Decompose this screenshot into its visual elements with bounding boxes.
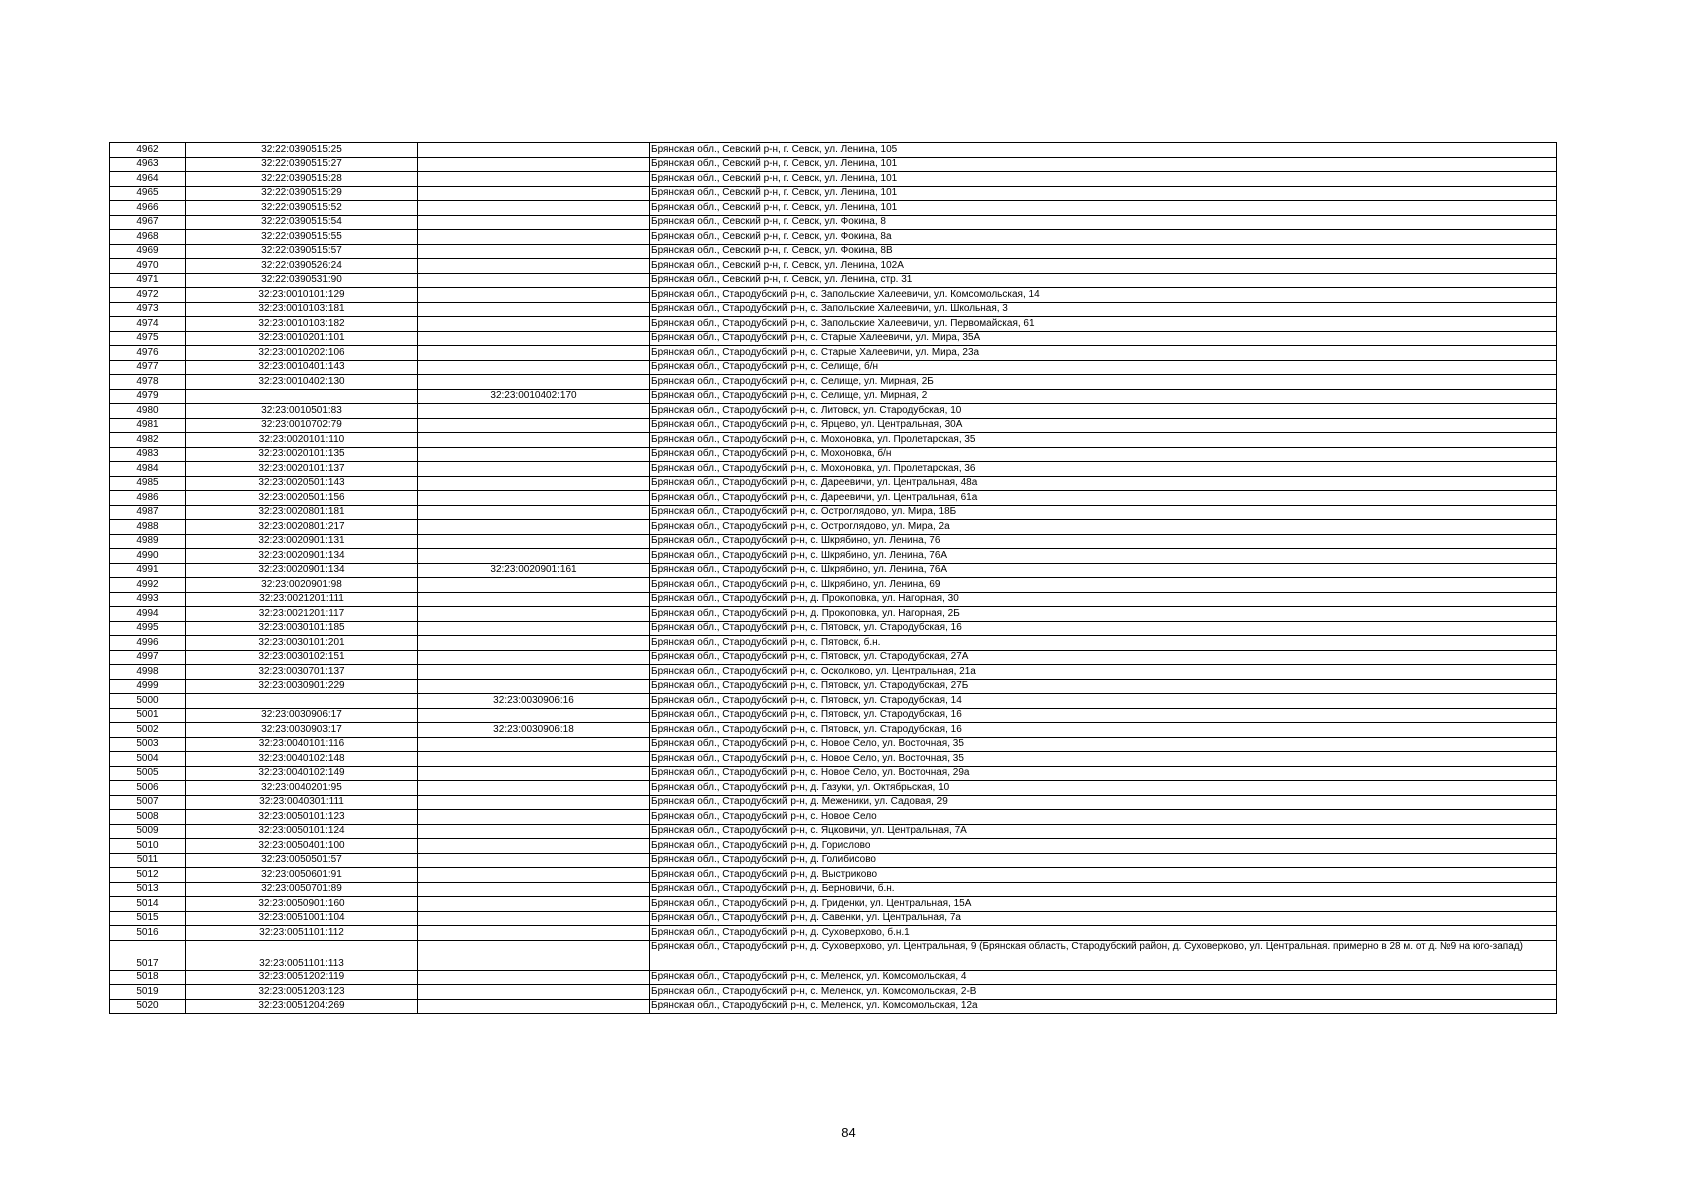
- cadastral-number-cell: 32:23:0030903:17: [186, 723, 418, 738]
- related-cadastral-number-cell: [418, 911, 650, 926]
- row-number-cell: 5005: [110, 766, 186, 781]
- row-number-cell: 5020: [110, 999, 186, 1014]
- cadastral-number-cell: 32:22:0390515:57: [186, 244, 418, 259]
- address-cell: Брянская обл., Севский р-н, г. Севск, ул. Ленина, стр. 31: [650, 273, 1557, 288]
- table-row: [110, 505, 1557, 520]
- table-row: [110, 882, 1557, 897]
- cadastral-number-cell: 32:23:0010501:83: [186, 404, 418, 419]
- row-number-cell: 4977: [110, 360, 186, 375]
- row-number-cell: 4987: [110, 505, 186, 520]
- related-cadastral-number-cell: 32:23:0020901:161: [418, 563, 650, 578]
- row-number-cell: 4978: [110, 375, 186, 390]
- row-number-cell: 4989: [110, 534, 186, 549]
- cadastral-number-cell: 32:23:0040201:95: [186, 781, 418, 796]
- row-number-cell: 4988: [110, 520, 186, 535]
- related-cadastral-number-cell: [418, 273, 650, 288]
- cadastral-number-cell: [186, 694, 418, 709]
- row-number-cell: 4997: [110, 650, 186, 665]
- related-cadastral-number-cell: [418, 636, 650, 651]
- row-number-cell: 4976: [110, 346, 186, 361]
- address-cell: Брянская обл., Стародубский р-н, д. Газуки, ул. Октябрьская, 10: [650, 781, 1557, 796]
- address-cell: Брянская обл., Стародубский р-н, с. Запольские Халеевичи, ул. Первомайская, 61: [650, 317, 1557, 332]
- related-cadastral-number-cell: [418, 172, 650, 187]
- related-cadastral-number-cell: [418, 824, 650, 839]
- cadastral-number-cell: 32:23:0030901:229: [186, 679, 418, 694]
- related-cadastral-number-cell: [418, 737, 650, 752]
- cadastral-number-cell: 32:23:0050401:100: [186, 839, 418, 854]
- related-cadastral-number-cell: [418, 302, 650, 317]
- cadastral-number-cell: 32:22:0390515:55: [186, 230, 418, 245]
- related-cadastral-number-cell: [418, 810, 650, 825]
- cadastral-number-cell: 32:23:0050101:124: [186, 824, 418, 839]
- row-number-cell: 4966: [110, 201, 186, 216]
- related-cadastral-number-cell: [418, 795, 650, 810]
- cadastral-number-cell: 32:23:0010201:101: [186, 331, 418, 346]
- address-cell: Брянская обл., Стародубский р-н, д. Голибисово: [650, 853, 1557, 868]
- row-number-cell: 4965: [110, 186, 186, 201]
- table-row: [110, 970, 1557, 985]
- address-cell: Брянская обл., Стародубский р-н, с. Пятовск, б.н.: [650, 636, 1557, 651]
- cadastral-number-cell: 32:23:0051001:104: [186, 911, 418, 926]
- related-cadastral-number-cell: [418, 186, 650, 201]
- address-cell: Брянская обл., Севский р-н, г. Севск, ул. Ленина, 105: [650, 143, 1557, 158]
- table-row: [110, 592, 1557, 607]
- row-number-cell: 5014: [110, 897, 186, 912]
- cadastral-number-cell: 32:23:0020101:135: [186, 447, 418, 462]
- cadastral-number-cell: 32:22:0390526:24: [186, 259, 418, 274]
- related-cadastral-number-cell: 32:23:0030906:18: [418, 723, 650, 738]
- row-number-cell: 5017: [110, 940, 186, 970]
- table-row: [110, 244, 1557, 259]
- row-number-cell: 5001: [110, 708, 186, 723]
- related-cadastral-number-cell: [418, 607, 650, 622]
- cadastral-number-cell: 32:22:0390531:90: [186, 273, 418, 288]
- cadastral-number-cell: 32:23:0030102:151: [186, 650, 418, 665]
- row-number-cell: 5003: [110, 737, 186, 752]
- address-cell: Брянская обл., Стародубский р-н, д. Прокоповка, ул. Нагорная, 30: [650, 592, 1557, 607]
- table-row: [110, 985, 1557, 1000]
- address-cell: Брянская обл., Стародубский р-н, с. Яцковичи, ул. Центральная, 7А: [650, 824, 1557, 839]
- related-cadastral-number-cell: [418, 346, 650, 361]
- address-cell: Брянская обл., Севский р-н, г. Севск, ул. Фокина, 8: [650, 215, 1557, 230]
- row-number-cell: 4995: [110, 621, 186, 636]
- cadastral-number-cell: 32:23:0020801:181: [186, 505, 418, 520]
- row-number-cell: 4986: [110, 491, 186, 506]
- address-cell: Брянская обл., Севский р-н, г. Севск, ул. Фокина, 8В: [650, 244, 1557, 259]
- cadastral-number-cell: 32:23:0010103:181: [186, 302, 418, 317]
- related-cadastral-number-cell: [418, 940, 650, 970]
- cadastral-number-cell: 32:23:0050701:89: [186, 882, 418, 897]
- related-cadastral-number-cell: [418, 650, 650, 665]
- table-row: [110, 853, 1557, 868]
- address-cell: Брянская обл., Стародубский р-н, с. Селище, ул. Мирная, 2Б: [650, 375, 1557, 390]
- row-number-cell: 5008: [110, 810, 186, 825]
- table-row: [110, 476, 1557, 491]
- table-row: [110, 940, 1557, 970]
- related-cadastral-number-cell: [418, 882, 650, 897]
- cadastral-number-cell: 32:23:0051202:119: [186, 970, 418, 985]
- cadastral-number-cell: 32:23:0020901:98: [186, 578, 418, 593]
- related-cadastral-number-cell: [418, 259, 650, 274]
- table-row: [110, 259, 1557, 274]
- related-cadastral-number-cell: [418, 491, 650, 506]
- address-cell: Брянская обл., Стародубский р-н, с. Шкрябино, ул. Ленина, 69: [650, 578, 1557, 593]
- cadastral-number-cell: 32:23:0051203:123: [186, 985, 418, 1000]
- cadastral-number-cell: 32:23:0020101:110: [186, 433, 418, 448]
- address-cell: Брянская обл., Стародубский р-н, с. Пятовск, ул. Стародубская, 16: [650, 723, 1557, 738]
- row-number-cell: 4992: [110, 578, 186, 593]
- table-row: [110, 868, 1557, 883]
- row-number-cell: 4972: [110, 288, 186, 303]
- row-number-cell: 5012: [110, 868, 186, 883]
- related-cadastral-number-cell: [418, 766, 650, 781]
- cadastral-number-cell: 32:23:0030101:201: [186, 636, 418, 651]
- table-row: [110, 447, 1557, 462]
- address-cell: Брянская обл., Стародубский р-н, с. Старые Халеевичи, ул. Мира, 35А: [650, 331, 1557, 346]
- cadastral-number-cell: 32:23:0010103:182: [186, 317, 418, 332]
- table-row: [110, 273, 1557, 288]
- related-cadastral-number-cell: [418, 665, 650, 680]
- cadastral-number-cell: 32:23:0020501:156: [186, 491, 418, 506]
- row-number-cell: 5007: [110, 795, 186, 810]
- table-row: [110, 679, 1557, 694]
- cadastral-number-cell: 32:23:0010401:143: [186, 360, 418, 375]
- address-cell: Брянская обл., Стародубский р-н, д. Горислово: [650, 839, 1557, 854]
- cadastral-number-cell: 32:23:0040301:111: [186, 795, 418, 810]
- address-cell: Брянская обл., Севский р-н, г. Севск, ул. Ленина, 101: [650, 172, 1557, 187]
- address-cell: Брянская обл., Стародубский р-н, с. Новое Село: [650, 810, 1557, 825]
- address-cell: Брянская обл., Стародубский р-н, с. Остроглядово, ул. Мира, 2а: [650, 520, 1557, 535]
- address-cell: Брянская обл., Стародубский р-н, д. Меженики, ул. Садовая, 29: [650, 795, 1557, 810]
- address-cell: Брянская обл., Стародубский р-н, с. Селище, ул. Мирная, 2: [650, 389, 1557, 404]
- table-row: [110, 839, 1557, 854]
- table-row: [110, 650, 1557, 665]
- row-number-cell: 4981: [110, 418, 186, 433]
- related-cadastral-number-cell: [418, 679, 650, 694]
- row-number-cell: 5015: [110, 911, 186, 926]
- cadastral-number-cell: 32:22:0390515:54: [186, 215, 418, 230]
- table-row: [110, 186, 1557, 201]
- row-number-cell: 5013: [110, 882, 186, 897]
- cadastral-number-cell: 32:23:0050501:57: [186, 853, 418, 868]
- table-row: [110, 418, 1557, 433]
- address-cell: Брянская обл., Стародубский р-н, с. Остроглядово, ул. Мира, 18Б: [650, 505, 1557, 520]
- table-row: [110, 534, 1557, 549]
- address-cell: Брянская обл., Стародубский р-н, д. Прокоповка, ул. Нагорная, 2Б: [650, 607, 1557, 622]
- row-number-cell: 4973: [110, 302, 186, 317]
- cadastral-number-cell: 32:23:0021201:117: [186, 607, 418, 622]
- cadastral-number-cell: 32:23:0020801:217: [186, 520, 418, 535]
- address-cell: Брянская обл., Стародубский р-н, с. Меленск, ул. Комсомольская, 2-В: [650, 985, 1557, 1000]
- related-cadastral-number-cell: [418, 201, 650, 216]
- cadastral-number-cell: 32:22:0390515:28: [186, 172, 418, 187]
- address-cell: Брянская обл., Стародубский р-н, д. Берновичи, б.н.: [650, 882, 1557, 897]
- row-number-cell: 4999: [110, 679, 186, 694]
- related-cadastral-number-cell: [418, 215, 650, 230]
- table-row: [110, 752, 1557, 767]
- cadastral-number-cell: 32:22:0390515:27: [186, 157, 418, 172]
- row-number-cell: 4979: [110, 389, 186, 404]
- address-cell: Брянская обл., Севский р-н, г. Севск, ул. Ленина, 101: [650, 186, 1557, 201]
- table-row: [110, 288, 1557, 303]
- row-number-cell: 4982: [110, 433, 186, 448]
- related-cadastral-number-cell: [418, 418, 650, 433]
- address-cell: Брянская обл., Стародубский р-н, д. Суховерхово, б.н.1: [650, 926, 1557, 941]
- address-cell: Брянская обл., Стародубский р-н, с. Дареевичи, ул. Центральная, 61а: [650, 491, 1557, 506]
- table-row: [110, 549, 1557, 564]
- table-row: [110, 404, 1557, 419]
- cadastral-number-cell: 32:22:0390515:29: [186, 186, 418, 201]
- row-number-cell: 4991: [110, 563, 186, 578]
- cadastral-number-cell: 32:23:0051101:113: [186, 940, 418, 970]
- related-cadastral-number-cell: [418, 926, 650, 941]
- address-cell: Брянская обл., Стародубский р-н, с. Пятовск, ул. Стародубская, 16: [650, 708, 1557, 723]
- related-cadastral-number-cell: [418, 534, 650, 549]
- table-row: [110, 433, 1557, 448]
- table-row: [110, 172, 1557, 187]
- related-cadastral-number-cell: [418, 578, 650, 593]
- address-cell: Брянская обл., Стародубский р-н, с. Меленск, ул. Комсомольская, 12а: [650, 999, 1557, 1014]
- related-cadastral-number-cell: 32:23:0030906:16: [418, 694, 650, 709]
- table-row: [110, 708, 1557, 723]
- related-cadastral-number-cell: [418, 752, 650, 767]
- related-cadastral-number-cell: [418, 143, 650, 158]
- related-cadastral-number-cell: [418, 549, 650, 564]
- cadastral-number-cell: 32:23:0030101:185: [186, 621, 418, 636]
- related-cadastral-number-cell: [418, 853, 650, 868]
- cadastral-number-cell: 32:23:0010101:129: [186, 288, 418, 303]
- row-number-cell: 4962: [110, 143, 186, 158]
- row-number-cell: 5018: [110, 970, 186, 985]
- cadastral-number-cell: 32:23:0040101:116: [186, 737, 418, 752]
- address-cell: Брянская обл., Стародубский р-н, с. Новое Село, ул. Восточная, 35: [650, 752, 1557, 767]
- cadastral-number-cell: 32:23:0010402:130: [186, 375, 418, 390]
- table-row: [110, 331, 1557, 346]
- cadastral-number-cell: 32:23:0020901:131: [186, 534, 418, 549]
- table-body: [110, 143, 1557, 1014]
- row-number-cell: 4983: [110, 447, 186, 462]
- address-cell: Брянская обл., Стародубский р-н, с. Шкрябино, ул. Ленина, 76А: [650, 549, 1557, 564]
- related-cadastral-number-cell: [418, 999, 650, 1014]
- cadastral-number-cell: 32:23:0020101:137: [186, 462, 418, 477]
- related-cadastral-number-cell: [418, 868, 650, 883]
- related-cadastral-number-cell: [418, 244, 650, 259]
- row-number-cell: 5010: [110, 839, 186, 854]
- row-number-cell: 4964: [110, 172, 186, 187]
- row-number-cell: 5004: [110, 752, 186, 767]
- row-number-cell: 4984: [110, 462, 186, 477]
- related-cadastral-number-cell: [418, 157, 650, 172]
- row-number-cell: 5000: [110, 694, 186, 709]
- address-cell: Брянская обл., Стародубский р-н, с. Пятовск, ул. Стародубская, 14: [650, 694, 1557, 709]
- cadastral-number-cell: 32:22:0390515:25: [186, 143, 418, 158]
- table-row: [110, 578, 1557, 593]
- table-row: [110, 375, 1557, 390]
- address-cell: Брянская обл., Стародубский р-н, с. Старые Халеевичи, ул. Мира, 23а: [650, 346, 1557, 361]
- related-cadastral-number-cell: [418, 331, 650, 346]
- address-cell: Брянская обл., Севский р-н, г. Севск, ул. Ленина, 101: [650, 157, 1557, 172]
- table-row: [110, 317, 1557, 332]
- address-cell: Брянская обл., Стародубский р-н, с. Шкрябино, ул. Ленина, 76: [650, 534, 1557, 549]
- table-row: [110, 795, 1557, 810]
- table-row: [110, 737, 1557, 752]
- address-cell: Брянская обл., Стародубский р-н, с. Запольские Халеевичи, ул. Комсомольская, 14: [650, 288, 1557, 303]
- cadastral-number-cell: 32:23:0040102:148: [186, 752, 418, 767]
- cadastral-number-cell: 32:23:0010702:79: [186, 418, 418, 433]
- related-cadastral-number-cell: [418, 781, 650, 796]
- related-cadastral-number-cell: 32:23:0010402:170: [418, 389, 650, 404]
- address-cell: Брянская обл., Стародубский р-н, с. Ярцево, ул. Центральная, 30А: [650, 418, 1557, 433]
- address-cell: Брянская обл., Стародубский р-н, с. Шкрябино, ул. Ленина, 76А: [650, 563, 1557, 578]
- related-cadastral-number-cell: [418, 520, 650, 535]
- related-cadastral-number-cell: [418, 839, 650, 854]
- table-row: [110, 911, 1557, 926]
- address-cell: Брянская обл., Стародубский р-н, с. Новое Село, ул. Восточная, 29а: [650, 766, 1557, 781]
- address-cell: Брянская обл., Стародубский р-н, с. Мохоновка, ул. Пролетарская, 36: [650, 462, 1557, 477]
- table-row: [110, 346, 1557, 361]
- page-number: 84: [841, 1125, 856, 1140]
- cadastral-number-cell: 32:23:0040102:149: [186, 766, 418, 781]
- address-cell: Брянская обл., Стародубский р-н, с. Мохоновка, б/н: [650, 447, 1557, 462]
- related-cadastral-number-cell: [418, 621, 650, 636]
- related-cadastral-number-cell: [418, 897, 650, 912]
- cadastral-number-cell: 32:23:0010202:106: [186, 346, 418, 361]
- table-row: [110, 563, 1557, 578]
- cadastral-number-cell: 32:23:0051204:269: [186, 999, 418, 1014]
- related-cadastral-number-cell: [418, 708, 650, 723]
- row-number-cell: 5019: [110, 985, 186, 1000]
- row-number-cell: 4974: [110, 317, 186, 332]
- address-cell: Брянская обл., Севский р-н, г. Севск, ул. Ленина, 101: [650, 201, 1557, 216]
- table-row: [110, 824, 1557, 839]
- table-row: [110, 491, 1557, 506]
- row-number-cell: 4970: [110, 259, 186, 274]
- related-cadastral-number-cell: [418, 433, 650, 448]
- table-row: [110, 520, 1557, 535]
- row-number-cell: 4967: [110, 215, 186, 230]
- row-number-cell: 5011: [110, 853, 186, 868]
- table-row: [110, 201, 1557, 216]
- table-row: [110, 462, 1557, 477]
- address-cell: Брянская обл., Стародубский р-н, д. Суховерхово, ул. Центральная, 9 (Брянская область, Стародубский район, д. Суховерково, ул. Центральная. примерно в 28 м. от д. №9 на юго-запад): [650, 940, 1557, 970]
- table-row: [110, 389, 1557, 404]
- address-cell: Брянская обл., Стародубский р-н, с. Новое Село, ул. Восточная, 35: [650, 737, 1557, 752]
- table-row: [110, 360, 1557, 375]
- address-cell: Брянская обл., Стародубский р-н, с. Селище, б/н: [650, 360, 1557, 375]
- table-row: [110, 636, 1557, 651]
- cadastral-number-cell: 32:23:0050901:160: [186, 897, 418, 912]
- row-number-cell: 4971: [110, 273, 186, 288]
- cadastral-number-cell: 32:23:0030701:137: [186, 665, 418, 680]
- table-row: [110, 897, 1557, 912]
- address-cell: Брянская обл., Стародубский р-н, с. Литовск, ул. Стародубская, 10: [650, 404, 1557, 419]
- address-cell: Брянская обл., Севский р-н, г. Севск, ул. Фокина, 8а: [650, 230, 1557, 245]
- related-cadastral-number-cell: [418, 462, 650, 477]
- table-row: [110, 215, 1557, 230]
- cadastral-number-cell: 32:23:0021201:111: [186, 592, 418, 607]
- address-cell: Брянская обл., Стародубский р-н, с. Дареевичи, ул. Центральная, 48а: [650, 476, 1557, 491]
- related-cadastral-number-cell: [418, 970, 650, 985]
- row-number-cell: 4998: [110, 665, 186, 680]
- address-cell: Брянская обл., Севский р-н, г. Севск, ул. Ленина, 102А: [650, 259, 1557, 274]
- address-cell: Брянская обл., Стародубский р-н, д. Выстриково: [650, 868, 1557, 883]
- address-cell: Брянская обл., Стародубский р-н, с. Меленск, ул. Комсомольская, 4: [650, 970, 1557, 985]
- table-row: [110, 621, 1557, 636]
- related-cadastral-number-cell: [418, 375, 650, 390]
- row-number-cell: 4994: [110, 607, 186, 622]
- related-cadastral-number-cell: [418, 505, 650, 520]
- row-number-cell: 5002: [110, 723, 186, 738]
- cadastral-number-cell: 32:23:0050101:123: [186, 810, 418, 825]
- row-number-cell: 5009: [110, 824, 186, 839]
- address-cell: Брянская обл., Стародубский р-н, д. Гриденки, ул. Центральная, 15А: [650, 897, 1557, 912]
- row-number-cell: 4980: [110, 404, 186, 419]
- table-row: [110, 781, 1557, 796]
- cadastral-number-cell: 32:23:0051101:112: [186, 926, 418, 941]
- cadastral-number-cell: 32:22:0390515:52: [186, 201, 418, 216]
- row-number-cell: 4990: [110, 549, 186, 564]
- address-cell: Брянская обл., Стародубский р-н, с. Пятовск, ул. Стародубская, 27Б: [650, 679, 1557, 694]
- row-number-cell: 4993: [110, 592, 186, 607]
- related-cadastral-number-cell: [418, 404, 650, 419]
- cadastral-number-cell: 32:23:0030906:17: [186, 708, 418, 723]
- table-row: [110, 999, 1557, 1014]
- address-cell: Брянская обл., Стародубский р-н, с. Пятовск, ул. Стародубская, 16: [650, 621, 1557, 636]
- cadastral-number-cell: [186, 389, 418, 404]
- row-number-cell: 4985: [110, 476, 186, 491]
- table-row: [110, 665, 1557, 680]
- row-number-cell: 4968: [110, 230, 186, 245]
- address-cell: Брянская обл., Стародубский р-н, д. Савенки, ул. Центральная, 7а: [650, 911, 1557, 926]
- table-row: [110, 723, 1557, 738]
- table-row: [110, 607, 1557, 622]
- related-cadastral-number-cell: [418, 360, 650, 375]
- cadastral-number-cell: 32:23:0050601:91: [186, 868, 418, 883]
- row-number-cell: 4996: [110, 636, 186, 651]
- address-cell: Брянская обл., Стародубский р-н, с. Мохоновка, ул. Пролетарская, 35: [650, 433, 1557, 448]
- address-cell: Брянская обл., Стародубский р-н, с. Осколково, ул. Центральная, 21а: [650, 665, 1557, 680]
- related-cadastral-number-cell: [418, 230, 650, 245]
- row-number-cell: 4969: [110, 244, 186, 259]
- cadastral-number-cell: 32:23:0020501:143: [186, 476, 418, 491]
- table-row: [110, 766, 1557, 781]
- related-cadastral-number-cell: [418, 476, 650, 491]
- related-cadastral-number-cell: [418, 288, 650, 303]
- cadastral-number-cell: 32:23:0020901:134: [186, 563, 418, 578]
- table-row: [110, 926, 1557, 941]
- table-row: [110, 157, 1557, 172]
- table-row: [110, 230, 1557, 245]
- row-number-cell: 5006: [110, 781, 186, 796]
- row-number-cell: 5016: [110, 926, 186, 941]
- related-cadastral-number-cell: [418, 317, 650, 332]
- table-row: [110, 302, 1557, 317]
- table-row: [110, 143, 1557, 158]
- address-cell: Брянская обл., Стародубский р-н, с. Пятовск, ул. Стародубская, 27А: [650, 650, 1557, 665]
- related-cadastral-number-cell: [418, 447, 650, 462]
- related-cadastral-number-cell: [418, 592, 650, 607]
- table-row: [110, 694, 1557, 709]
- property-table: [109, 142, 1557, 1014]
- row-number-cell: 4975: [110, 331, 186, 346]
- cadastral-number-cell: 32:23:0020901:134: [186, 549, 418, 564]
- row-number-cell: 4963: [110, 157, 186, 172]
- related-cadastral-number-cell: [418, 985, 650, 1000]
- address-cell: Брянская обл., Стародубский р-н, с. Запольские Халеевичи, ул. Школьная, 3: [650, 302, 1557, 317]
- table-row: [110, 810, 1557, 825]
